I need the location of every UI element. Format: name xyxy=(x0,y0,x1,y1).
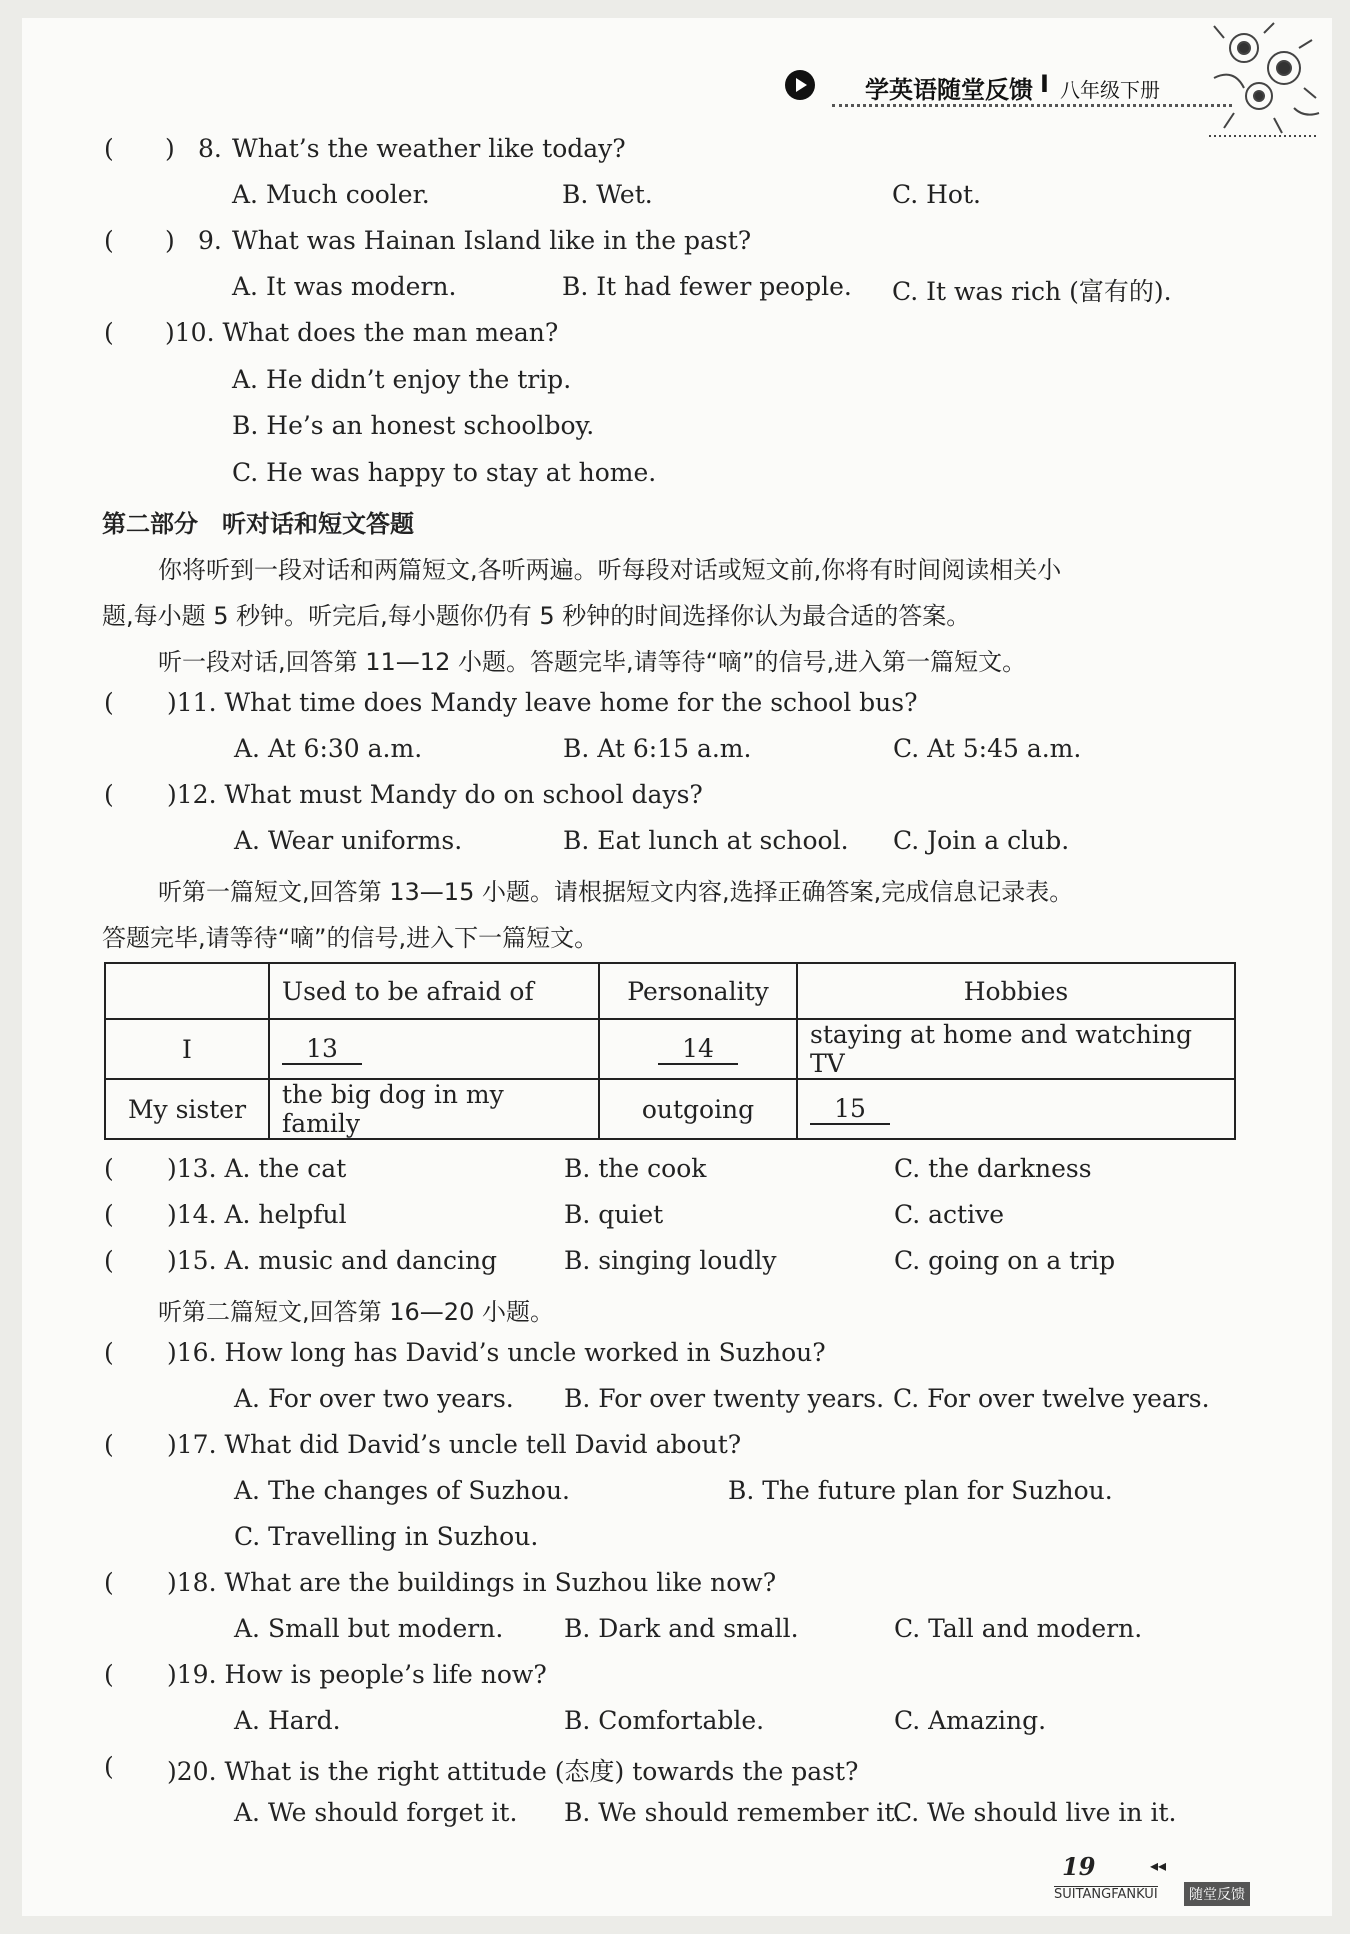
q20-option-a: A. We should forget it. xyxy=(234,1798,518,1827)
sister-personality: outgoing xyxy=(599,1079,797,1139)
q19-option-b: B. Comfortable. xyxy=(564,1706,765,1735)
q19-option-c: C. Amazing. xyxy=(894,1706,1047,1735)
q10-option-a: A. He didn’t enjoy the trip. xyxy=(232,365,572,394)
q11-option-c: C. At 5:45 a.m. xyxy=(893,734,1082,763)
table-row xyxy=(105,1019,1235,1079)
question-18: )18. What are the buildings in Suzhou like now? xyxy=(167,1568,777,1597)
answer-paren-19: ( xyxy=(104,1660,114,1689)
question-11: )11. What time does Mandy leave home for the school bus? xyxy=(167,688,918,717)
footer-brand: 随堂反馈 xyxy=(1184,1882,1250,1906)
table-header-blank xyxy=(105,963,269,1019)
question-number-8: 8. xyxy=(198,134,222,163)
q15-option-c: C. going on a trip xyxy=(894,1246,1116,1275)
question-19: )19. How is people’s life now? xyxy=(167,1660,547,1689)
q11-option-b: B. At 6:15 a.m. xyxy=(563,734,752,763)
q13-option-c: C. the darkness xyxy=(894,1154,1092,1183)
q9-option-a: A. It was modern. xyxy=(232,272,457,301)
question-13: )13. A. the cat xyxy=(167,1154,347,1183)
blank-13[interactable]: 13 xyxy=(282,1034,362,1065)
table-header-afraid: Used to be afraid of xyxy=(269,963,599,1019)
q8-option-c: C. Hot. xyxy=(892,180,981,209)
blank-cell-15 xyxy=(797,1079,1235,1139)
page-arrows-icon: ◂◂ xyxy=(1150,1856,1167,1875)
question-12: )12. What must Mandy do on school days? xyxy=(167,780,703,809)
q8-option-a: A. Much cooler. xyxy=(232,180,430,209)
part2-intro-line1: 你将听到一段对话和两篇短文,各听两遍。听每段对话或短文前,你将有时间阅读相关小 xyxy=(158,556,1062,584)
answer-paren-9-close: ) xyxy=(165,226,175,255)
q20-option-b: B. We should remember it. xyxy=(564,1798,903,1827)
q12-option-a: A. Wear uniforms. xyxy=(234,826,463,855)
q16-option-c: C. For over twelve years. xyxy=(893,1384,1210,1413)
q10-option-b: B. He’s an honest schoolboy. xyxy=(232,411,595,440)
answer-paren-18: ( xyxy=(104,1568,114,1597)
book-title: 学英语随堂反馈 xyxy=(865,76,1033,104)
footer-pinyin: SUITANGFANKUI xyxy=(1054,1887,1158,1902)
row-label-sister: My sister xyxy=(105,1079,269,1139)
question-9-text: What was Hainan Island like in the past? xyxy=(232,226,752,255)
q18-option-a: A. Small but modern. xyxy=(234,1614,504,1643)
answer-paren-11: ( xyxy=(104,688,114,717)
answer-paren-8-close: ) xyxy=(165,134,175,163)
q9-option-c: C. It was rich (富有的). xyxy=(892,277,1172,306)
flower-decoration-icon xyxy=(1204,18,1326,142)
passage1-instruction-line2: 答题完毕,请等待“嘀”的信号,进入下一篇短文。 xyxy=(102,924,599,952)
hobby-i: staying at home and watching TV xyxy=(797,1019,1235,1079)
answer-paren-10: ( xyxy=(104,318,114,347)
answer-paren-13: ( xyxy=(104,1154,114,1183)
sister-afraid-of: the big dog in my family xyxy=(269,1079,599,1139)
answer-paren-12: ( xyxy=(104,780,114,809)
question-10: )10. What does the man mean? xyxy=(165,318,559,347)
passage2-instruction: 听第二篇短文,回答第 16—20 小题。 xyxy=(158,1298,554,1326)
question-number-9: 9. xyxy=(198,226,222,255)
blank-15[interactable]: 15 xyxy=(810,1094,890,1125)
table-header-personality: Personality xyxy=(599,963,797,1019)
q10-option-c: C. He was happy to stay at home. xyxy=(232,458,657,487)
question-17: )17. What did David’s uncle tell David about? xyxy=(167,1430,742,1459)
q19-option-a: A. Hard. xyxy=(234,1706,341,1735)
q15-option-b: B. singing loudly xyxy=(564,1246,777,1275)
part2-heading: 第二部分 听对话和短文答题 xyxy=(102,510,414,538)
row-label-i: I xyxy=(105,1019,269,1079)
book-subtitle: 八年级下册 xyxy=(1060,78,1160,102)
part2-intro-line2: 题,每小题 5 秒钟。听完后,每小题你仍有 5 秒钟的时间选择你认为最合适的答案。 xyxy=(102,602,971,630)
q17-option-c: C. Travelling in Suzhou. xyxy=(234,1522,539,1551)
q14-option-c: C. active xyxy=(894,1200,1004,1229)
q17-option-a: A. The changes of Suzhou. xyxy=(234,1476,570,1505)
answer-paren-9-open: ( xyxy=(104,226,114,255)
answer-paren-14: ( xyxy=(104,1200,114,1229)
answer-paren-16: ( xyxy=(104,1338,114,1367)
question-14: )14. A. helpful xyxy=(167,1200,347,1229)
table-header-hobbies: Hobbies xyxy=(797,963,1235,1019)
q16-option-a: A. For over two years. xyxy=(234,1384,514,1413)
q16-option-b: B. For over twenty years. xyxy=(564,1384,885,1413)
q14-option-b: B. quiet xyxy=(564,1200,664,1229)
q8-option-b: B. Wet. xyxy=(562,180,653,209)
q18-option-b: B. Dark and small. xyxy=(564,1614,799,1643)
q12-option-c: C. Join a club. xyxy=(893,826,1070,855)
question-20: )20. What is the right attitude (态度) towards the past? xyxy=(167,1757,859,1786)
q9-option-b: B. It had fewer people. xyxy=(562,272,852,301)
play-icon xyxy=(785,70,815,100)
dialogue-instruction: 听一段对话,回答第 11—12 小题。答题完毕,请等待“嘀”的信号,进入第一篇短文。 xyxy=(158,648,1027,676)
answer-paren-20: ( xyxy=(104,1752,114,1781)
question-15: )15. A. music and dancing xyxy=(167,1246,498,1275)
blank-cell-14 xyxy=(599,1019,797,1079)
q17-option-b: B. The future plan for Suzhou. xyxy=(728,1476,1113,1505)
worksheet-page xyxy=(22,18,1332,1916)
table-row xyxy=(105,1079,1235,1139)
info-record-table xyxy=(104,962,1236,1140)
title-divider: I xyxy=(1040,70,1049,98)
blank-14[interactable]: 14 xyxy=(658,1034,738,1065)
header-dotted-line xyxy=(832,104,1232,107)
q20-option-c: C. We should live in it. xyxy=(893,1798,1177,1827)
blank-cell-13 xyxy=(269,1019,599,1079)
answer-paren-15: ( xyxy=(104,1246,114,1275)
q13-option-b: B. the cook xyxy=(564,1154,707,1183)
q18-option-c: C. Tall and modern. xyxy=(894,1614,1143,1643)
q11-option-a: A. At 6:30 a.m. xyxy=(234,734,423,763)
page-number: 19 xyxy=(1062,1852,1096,1881)
answer-paren-8-open: ( xyxy=(104,134,114,163)
table-header-row xyxy=(105,963,1235,1019)
q12-option-b: B. Eat lunch at school. xyxy=(563,826,849,855)
question-8-text: What’s the weather like today? xyxy=(232,134,626,163)
answer-paren-17: ( xyxy=(104,1430,114,1459)
question-16: )16. How long has David’s uncle worked in Suzhou? xyxy=(167,1338,826,1367)
passage1-instruction-line1: 听第一篇短文,回答第 13—15 小题。请根据短文内容,选择正确答案,完成信息记录表。 xyxy=(158,878,1074,906)
